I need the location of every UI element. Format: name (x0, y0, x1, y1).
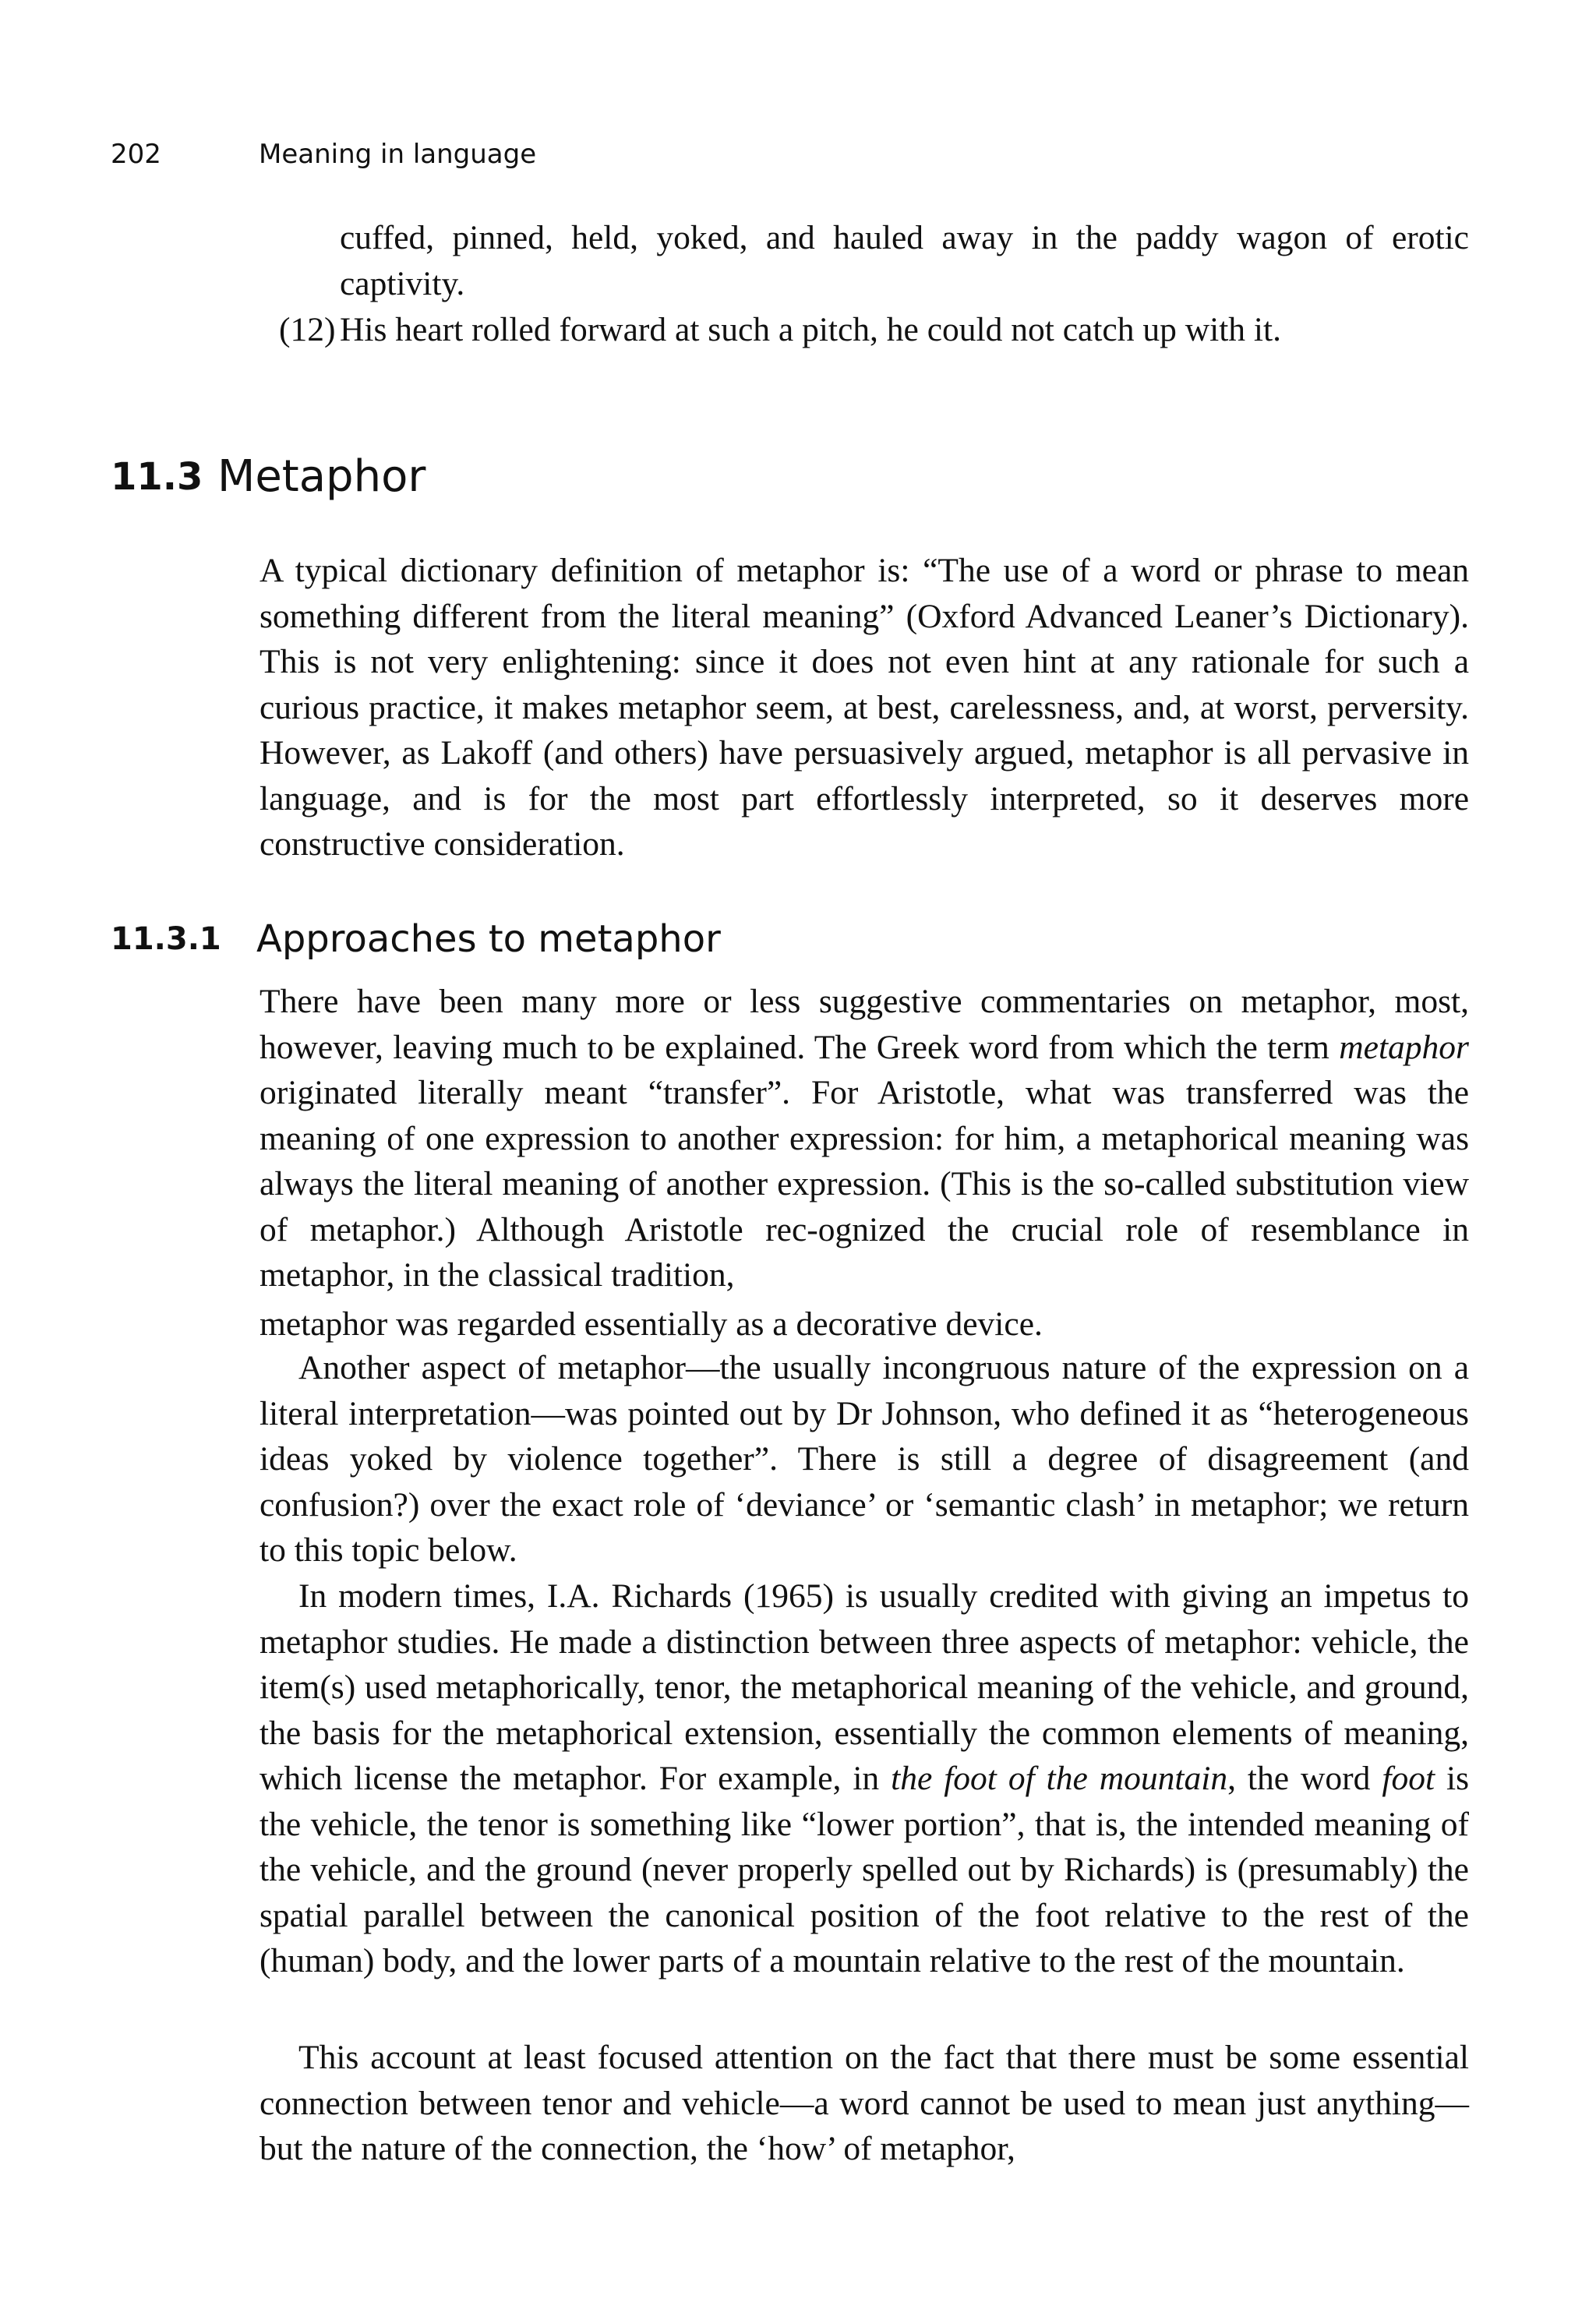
paragraph-1-text-b: originated literally meant “transfer”. For Aristotle, what was transferred was the meaning of one expression to another expression: for him, a metaphorical meaning was always the literal meaning of another expression. (This is the so-called substitution view of metaphor.) Although Aristotle rec-ognized the crucial role of resemblance in metaphor, in the classical tradition, (260, 1074, 1469, 1294)
example-phrase: the foot of the mountain (891, 1760, 1228, 1797)
section-title: Metaphor (217, 451, 426, 502)
example-text: His heart rolled forward at such a pitch, he could not catch up with it. (340, 311, 1281, 348)
example-word: foot (1382, 1760, 1435, 1797)
example-number: (12) (279, 311, 336, 348)
paragraph-3-text-c: is the vehicle, the tenor is something like “lower portion”, that is, the intended meaning of the vehicle, and the ground (never properly spelled out by Richards) is (presumably) the spatial parallel between the canonical position of the foot relative to the rest of the (human) body, and the lower parts of a mountain relative to the rest of the mountain. (260, 1760, 1469, 1979)
paragraph-1-last-line: metaphor was regarded essentially as a decorative device. (260, 1305, 1043, 1343)
term-metaphor: metaphor (1339, 1028, 1469, 1066)
paragraph-1 (260, 979, 1469, 1348)
running-title: Meaning in language (259, 139, 537, 170)
page-number: 202 (111, 139, 161, 170)
example-continuation: cuffed, pinned, held, yoked, and hauled away in the paddy wagon of erotic captivity. (340, 219, 1469, 302)
paragraph-3 (260, 1573, 1469, 2036)
section-number: 11.3 (111, 455, 203, 499)
paragraph-2: Another aspect of metaphor—the usually incongruous nature of the expression on a literal interpretation—was pointed out by Dr Johnson, who defined it as “heterogeneous ideas yoked by violence together”. There is still a degree of disagreement (and confusion?) over the exact role of ‘deviance’ or ‘semantic clash’ in metaphor; we return to this topic below. (260, 1349, 1469, 1569)
example-12 (279, 307, 1469, 353)
paragraph-3-text-a: In modern times, I.A. Richards (1965) is usually credited with giving an impetus to metaphor studies. He made a distinction between three aspects of metaphor: vehicle, the item(s) used metaphorically, tenor, the metaphorical meaning of the vehicle, and ground, the basis for the metaphorical extension, essentially the common elements of meaning, which license the metaphor. For example, in (260, 1577, 1469, 1797)
subsection-title: Approaches to metaphor (256, 917, 721, 961)
paragraph-1-text-a: There have been many more or less suggestive commentaries on metaphor, most, however, leaving much to be explained. The Greek word from which the term (260, 983, 1469, 1066)
subsection-number: 11.3.1 (111, 921, 221, 957)
paragraph-3-text-b: , the word (1227, 1760, 1382, 1797)
paragraph-1-body (260, 979, 1469, 1301)
section-intro-paragraph: A typical dictionary definition of metaphor is: “The use of a word or phrase to mean something different from the literal meaning” (Oxford Advanced Leaner’s Dictionary). This is not very enlightening: since it does not even hint at any rationale for such a curious practice, it makes metaphor seem, at best, carelessness, and, at worst, perversity. However, as Lakoff (and others) have persuasively argued, metaphor is all pervasive in language, and is for the most part effortlessly interpreted, so it deserves more constructive consideration. (260, 552, 1469, 863)
paragraph-4: This account at least focused attention on the fact that there must be some essential connection between tenor and vehicle—a word cannot be used to mean just anything—but the nature of the connection, the ‘how’ of metaphor, (260, 2039, 1469, 2167)
